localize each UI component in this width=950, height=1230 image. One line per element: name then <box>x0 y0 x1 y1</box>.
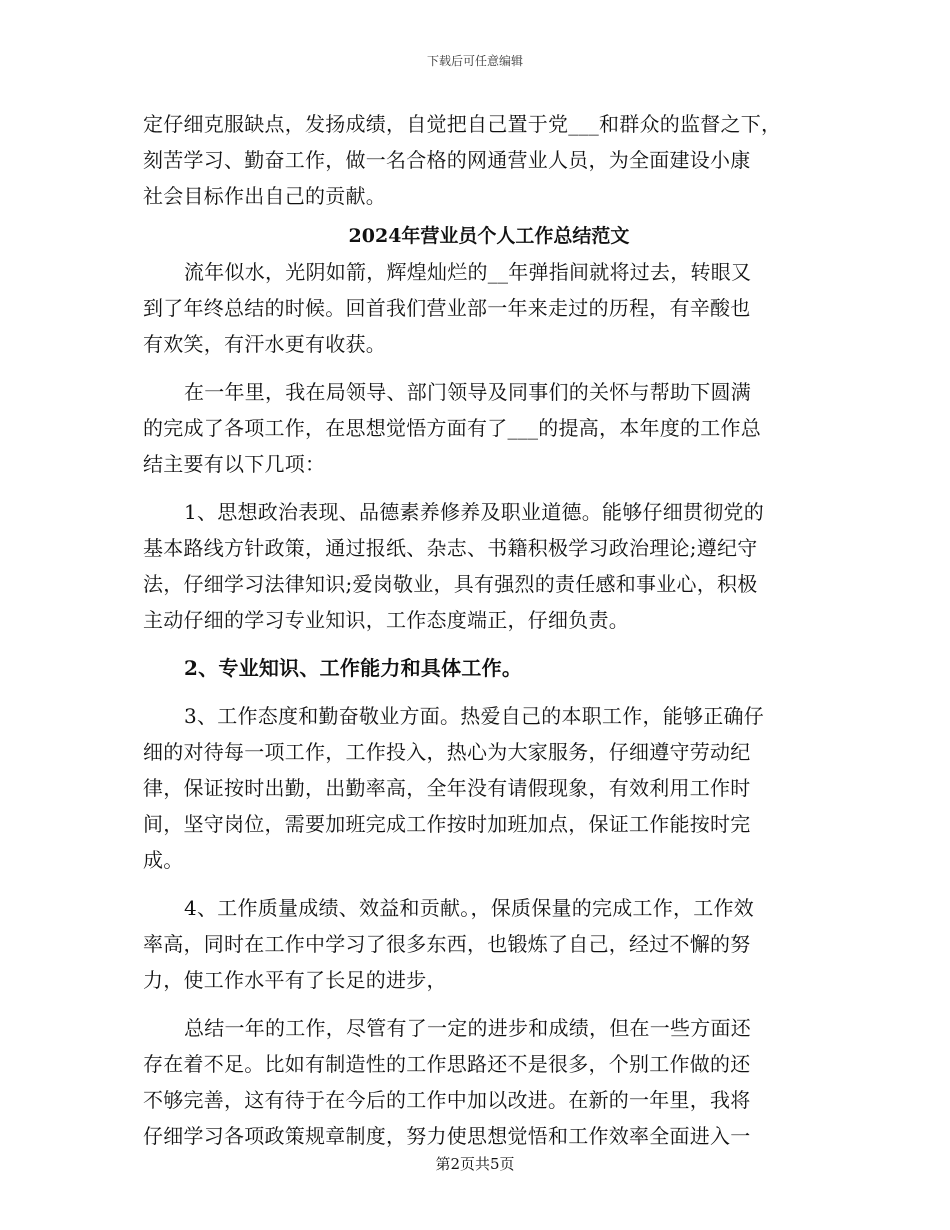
text-line: 结主要有以下几项： <box>143 452 326 476</box>
text-line: 4、工作质量成绩、效益和贡献。，保质保量的完成工作，工作效 <box>184 896 754 920</box>
text-line: 不够完善，这有待于在今后的工作中加以改进。在新的一年里，我将 <box>143 1088 751 1112</box>
text-line: 到了年终总结的时候。回首我们营业部一年来走过的历程，有辛酸也 <box>143 296 751 320</box>
section-heading <box>143 650 813 686</box>
text-line: 法，仔细学习法律知识;爱岗敬业，具有强烈的责任感和事业心，积极 <box>143 572 758 596</box>
text-line: 定仔细克服缺点，发扬成绩，自觉把自己置于党___和群众的监督之下， <box>143 112 782 136</box>
paragraph <box>143 1010 813 1154</box>
text-line: 律，保证按时出勤，出勤率高，全年没有请假现象，有效利用工作时 <box>143 776 751 800</box>
paragraph <box>143 698 813 878</box>
text-line: 有欢笑，有汗水更有收获。 <box>143 332 386 356</box>
text-line: 2、专业知识、工作能力和具体工作。 <box>184 656 523 680</box>
paragraph <box>143 494 813 638</box>
paragraph <box>143 374 813 482</box>
text-line: 1、思想政治表现、品德素养修养及职业道德。能够仔细贯彻党的 <box>184 500 764 524</box>
text-line: 总结一年的工作，尽管有了一定的进步和成绩，但在一些方面还 <box>184 1016 751 1040</box>
text-line: 刻苦学习、勤奋工作，做一名合格的网通营业人员，为全面建设小康 <box>143 148 751 172</box>
text-line: 基本路线方针政策，通过报纸、杂志、书籍积极学习政治理论;遵纪守 <box>143 536 758 560</box>
text-line: 力，使工作水平有了长足的进步， <box>143 968 447 992</box>
intro-paragraph <box>143 106 813 214</box>
paragraph <box>143 890 813 998</box>
text-line: 率高，同时在工作中学习了很多东西，也锻炼了自己，经过不懈的努 <box>143 932 751 956</box>
page-number: 第2页共5页 <box>435 1155 515 1173</box>
text-line: 间，坚守岗位，需要加班完成工作按时加班加点，保证工作能按时完 <box>143 812 751 836</box>
document-body <box>143 106 813 1154</box>
text-line: 在一年里，我在局领导、部门领导及同事们的关怀与帮助下圆满 <box>184 380 751 404</box>
text-line: 3、工作态度和勤奋敬业方面。热爱自己的本职工作，能够正确仔 <box>184 704 764 728</box>
text-line: 成。 <box>143 848 184 872</box>
paragraph <box>143 254 813 362</box>
text-line: 主动仔细的学习专业知识，工作态度端正，仔细负责。 <box>143 608 629 632</box>
text-line: 细的对待每一项工作，工作投入，热心为大家服务，仔细遵守劳动纪 <box>143 740 751 764</box>
text-line: 的完成了各项工作，在思想觉悟方面有了___的提高，本年度的工作总 <box>143 416 761 440</box>
text-line: 仔细学习各项政策规章制度，努力使思想觉悟和工作效率全面进入一 <box>143 1124 751 1148</box>
text-line: 存在着不足。比如有制造性的工作思路还不是很多，个别工作做的还 <box>143 1052 751 1076</box>
text-line: 流年似水，光阴如箭，辉煌灿烂的__年弹指间就将过去，转眼又 <box>184 260 752 284</box>
document-title: 2024年营业员个人工作总结范文 <box>348 225 630 247</box>
text-line: 社会目标作出自己的贡献。 <box>143 184 386 208</box>
page-header: 下载后可任意编辑 <box>426 54 523 68</box>
